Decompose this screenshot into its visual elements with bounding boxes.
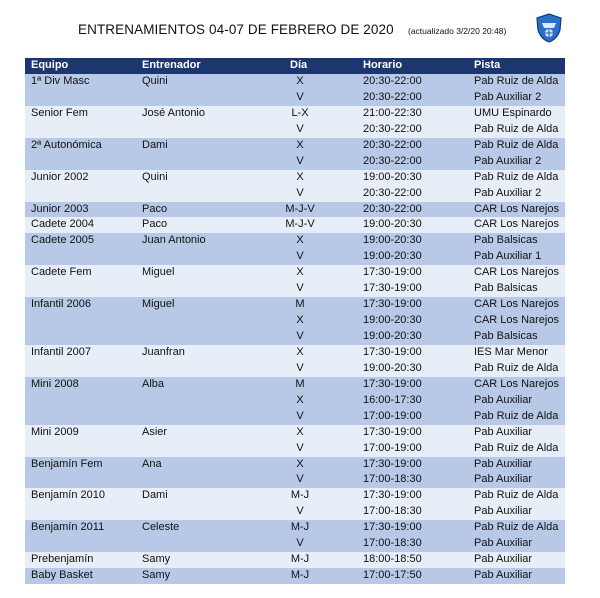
table-row xyxy=(25,536,565,552)
coach-cell: Juan Antonio xyxy=(142,234,206,247)
time-cell: 19:00-20:30 xyxy=(363,218,422,231)
time-cell: 19:00-20:30 xyxy=(363,361,422,374)
club-shield-logo-icon xyxy=(533,12,565,44)
table-row xyxy=(25,441,565,457)
updated-note: (actualizado 3/2/20 20:48) xyxy=(408,26,507,36)
schedule-table xyxy=(25,58,565,584)
day-cell: V xyxy=(296,250,304,263)
court-cell: Pab Ruiz de Alda xyxy=(474,75,559,87)
day-cell: M xyxy=(295,298,305,311)
court-cell: CAR Los Narejos xyxy=(474,202,559,215)
court-cell: CAR Los Narejos xyxy=(474,314,559,327)
court-cell: Pab Auxiliar xyxy=(474,569,533,582)
time-cell: 20:30-22:00 xyxy=(363,90,422,103)
team-cell: 2ª Autonómica xyxy=(31,138,102,151)
column-header-coach: Entrenador xyxy=(142,59,201,71)
court-cell: Pab Auxiliar xyxy=(474,393,533,406)
court-cell: CAR Los Narejos xyxy=(474,377,559,390)
day-cell: V xyxy=(296,330,304,342)
day-cell: X xyxy=(296,457,304,470)
day-cell: X xyxy=(296,393,304,406)
coach-cell: Juanfran xyxy=(142,345,185,358)
table-row xyxy=(25,504,565,520)
team-cell: Junior 2003 xyxy=(31,202,89,215)
day-cell: V xyxy=(296,122,304,135)
time-cell: 17:30-19:00 xyxy=(363,489,422,502)
table-row xyxy=(25,90,565,106)
table-row xyxy=(25,106,565,122)
table-row xyxy=(25,409,565,425)
court-cell: Pab Balsicas xyxy=(474,234,538,247)
table-row xyxy=(25,345,565,361)
day-cell: X xyxy=(296,138,304,151)
time-cell: 17:30-19:00 xyxy=(363,266,422,279)
day-cell: M-J xyxy=(290,569,310,582)
table-row xyxy=(25,520,565,536)
table-row xyxy=(25,233,565,249)
table-row xyxy=(25,154,565,170)
team-cell: Prebenjamín xyxy=(31,553,94,566)
time-cell: 20:30-22:00 xyxy=(363,154,422,167)
court-cell: Pab Auxiliar xyxy=(474,553,533,566)
team-cell: Benjamín 2011 xyxy=(31,521,105,534)
day-cell: X xyxy=(296,75,304,87)
time-cell: 17:30-19:00 xyxy=(363,457,422,470)
court-cell: Pab Auxiliar xyxy=(474,457,533,470)
table-row xyxy=(25,202,565,218)
court-cell: Pab Ruiz de Alda xyxy=(474,138,559,151)
court-cell: Pab Ruiz de Alda xyxy=(474,441,559,454)
table-row xyxy=(25,472,565,488)
day-cell: M-J xyxy=(290,489,310,502)
table-row xyxy=(25,425,565,441)
team-cell: 1ª Div Masc xyxy=(31,75,90,87)
day-cell: M-J-V xyxy=(285,218,315,231)
time-cell: 17:00-18:30 xyxy=(363,537,422,550)
court-cell: Pab Auxiliar 2 xyxy=(474,154,542,167)
court-cell: Pab Ruiz de Alda xyxy=(474,122,559,135)
court-cell: CAR Los Narejos xyxy=(474,218,559,231)
court-cell: CAR Los Narejos xyxy=(474,298,559,311)
time-cell: 20:30-22:00 xyxy=(363,138,422,151)
coach-cell: Dami xyxy=(142,138,168,151)
table-row xyxy=(25,74,565,90)
time-cell: 19:00-20:30 xyxy=(363,314,422,327)
day-cell: M-J-V xyxy=(285,202,315,215)
page-title: ENTRENAMIENTOS 04-07 DE FEBRERO DE 2020 xyxy=(78,22,394,37)
court-cell: Pab Ruiz de Alda xyxy=(474,170,559,183)
time-cell: 20:30-22:00 xyxy=(363,186,422,199)
day-cell: M-J xyxy=(290,521,310,534)
day-cell: M xyxy=(295,377,305,390)
coach-cell: Ana xyxy=(142,457,162,470)
day-cell: X xyxy=(296,345,304,358)
time-cell: 17:30-19:00 xyxy=(363,425,422,438)
time-cell: 17:30-19:00 xyxy=(363,345,422,358)
team-cell: Mini 2008 xyxy=(31,377,79,390)
day-cell: V xyxy=(296,473,304,486)
team-cell: Junior 2002 xyxy=(31,170,89,183)
coach-cell: Alba xyxy=(142,377,165,390)
table-body xyxy=(25,74,565,584)
team-cell: Baby Basket xyxy=(31,569,93,582)
coach-cell: Miguel xyxy=(142,298,175,311)
day-cell: V xyxy=(296,537,304,550)
time-cell: 17:00-17:50 xyxy=(363,569,422,582)
coach-cell: Paco xyxy=(142,202,168,215)
day-cell: M-J xyxy=(290,553,310,566)
court-cell: IES Mar Menor xyxy=(474,345,548,358)
time-cell: 17:30-19:00 xyxy=(363,298,422,311)
coach-cell: Paco xyxy=(142,218,168,231)
coach-cell: Samy xyxy=(142,569,171,582)
team-cell: Mini 2009 xyxy=(31,425,79,438)
court-cell: Pab Auxiliar xyxy=(474,473,533,486)
court-cell: Pab Auxiliar 2 xyxy=(474,90,542,103)
table-row xyxy=(25,217,565,233)
time-cell: 17:30-19:00 xyxy=(363,377,422,390)
column-header-team: Equipo xyxy=(31,59,69,71)
court-cell: Pab Ruiz de Alda xyxy=(474,361,559,374)
time-cell: 17:00-19:00 xyxy=(363,409,422,422)
time-cell: 19:00-20:30 xyxy=(363,330,422,342)
table-row xyxy=(25,361,565,377)
time-cell: 20:30-22:00 xyxy=(363,122,422,135)
day-cell: L-X xyxy=(291,106,309,119)
table-row xyxy=(25,297,565,313)
court-cell: Pab Auxiliar xyxy=(474,425,533,438)
day-cell: X xyxy=(296,266,304,279)
table-row xyxy=(25,377,565,393)
court-cell: Pab Auxiliar xyxy=(474,505,533,518)
court-cell: Pab Ruiz de Alda xyxy=(474,521,559,534)
table-row xyxy=(25,329,565,345)
table-row xyxy=(25,393,565,409)
time-cell: 19:00-20:30 xyxy=(363,234,422,247)
table-row xyxy=(25,265,565,281)
time-cell: 18:00-18:50 xyxy=(363,553,422,566)
day-cell: V xyxy=(296,361,304,374)
coach-cell: José Antonio xyxy=(142,106,205,119)
team-cell: Infantil 2006 xyxy=(31,298,91,311)
court-cell: Pab Ruiz de Alda xyxy=(474,409,559,422)
time-cell: 16:00-17:30 xyxy=(363,393,422,406)
time-cell: 17:30-19:00 xyxy=(363,521,422,534)
court-cell: Pab Auxiliar 2 xyxy=(474,186,542,199)
court-cell: UMU Espinardo xyxy=(474,106,552,119)
table-row xyxy=(25,313,565,329)
day-cell: V xyxy=(296,90,304,103)
day-cell: V xyxy=(296,505,304,518)
coach-cell: Quini xyxy=(142,170,168,183)
court-cell: Pab Balsicas xyxy=(474,330,538,342)
team-cell: Cadete Fem xyxy=(31,266,92,279)
time-cell: 20:30-22:00 xyxy=(363,75,422,87)
day-cell: X xyxy=(296,425,304,438)
table-row xyxy=(25,568,565,584)
court-cell: Pab Balsicas xyxy=(474,282,538,295)
time-cell: 17:00-19:00 xyxy=(363,441,422,454)
table-row xyxy=(25,457,565,473)
column-header-court: Pista xyxy=(474,59,501,71)
team-cell: Cadete 2004 xyxy=(31,218,94,231)
page-header xyxy=(0,0,600,60)
table-row xyxy=(25,249,565,265)
team-cell: Cadete 2005 xyxy=(31,234,94,247)
team-cell: Benjamín 2010 xyxy=(31,489,105,502)
coach-cell: Miguel xyxy=(142,266,175,279)
table-row xyxy=(25,488,565,504)
team-cell: Infantil 2007 xyxy=(31,345,91,358)
coach-cell: Asier xyxy=(142,425,168,438)
time-cell: 19:00-20:30 xyxy=(363,170,422,183)
coach-cell: Dami xyxy=(142,489,168,502)
team-cell: Benjamín Fem xyxy=(31,457,103,470)
coach-cell: Samy xyxy=(142,553,171,566)
table-row xyxy=(25,122,565,138)
time-cell: 17:00-18:30 xyxy=(363,505,422,518)
day-cell: V xyxy=(296,154,304,167)
table-row xyxy=(25,552,565,568)
day-cell: X xyxy=(296,314,304,327)
coach-cell: Celeste xyxy=(142,521,180,534)
court-cell: Pab Auxiliar 1 xyxy=(474,250,542,263)
time-cell: 19:00-20:30 xyxy=(363,250,422,263)
day-cell: V xyxy=(296,282,304,295)
day-cell: X xyxy=(296,170,304,183)
time-cell: 21:00-22:30 xyxy=(363,106,422,119)
team-cell: Senior Fem xyxy=(31,106,88,119)
column-header-time: Horario xyxy=(363,59,403,71)
coach-cell: Quini xyxy=(142,75,168,87)
table-row xyxy=(25,186,565,202)
table-row xyxy=(25,281,565,297)
time-cell: 20:30-22:00 xyxy=(363,202,422,215)
day-cell: V xyxy=(296,409,304,422)
day-cell: V xyxy=(296,441,304,454)
table-header-row xyxy=(25,58,565,74)
court-cell: CAR Los Narejos xyxy=(474,266,559,279)
day-cell: V xyxy=(296,186,304,199)
day-cell: X xyxy=(296,234,304,247)
time-cell: 17:30-19:00 xyxy=(363,282,422,295)
court-cell: Pab Auxiliar xyxy=(474,537,533,550)
column-header-day: Día xyxy=(290,59,308,71)
time-cell: 17:00-18:30 xyxy=(363,473,422,486)
table-row xyxy=(25,170,565,186)
table-row xyxy=(25,138,565,154)
court-cell: Pab Ruiz de Alda xyxy=(474,489,559,502)
